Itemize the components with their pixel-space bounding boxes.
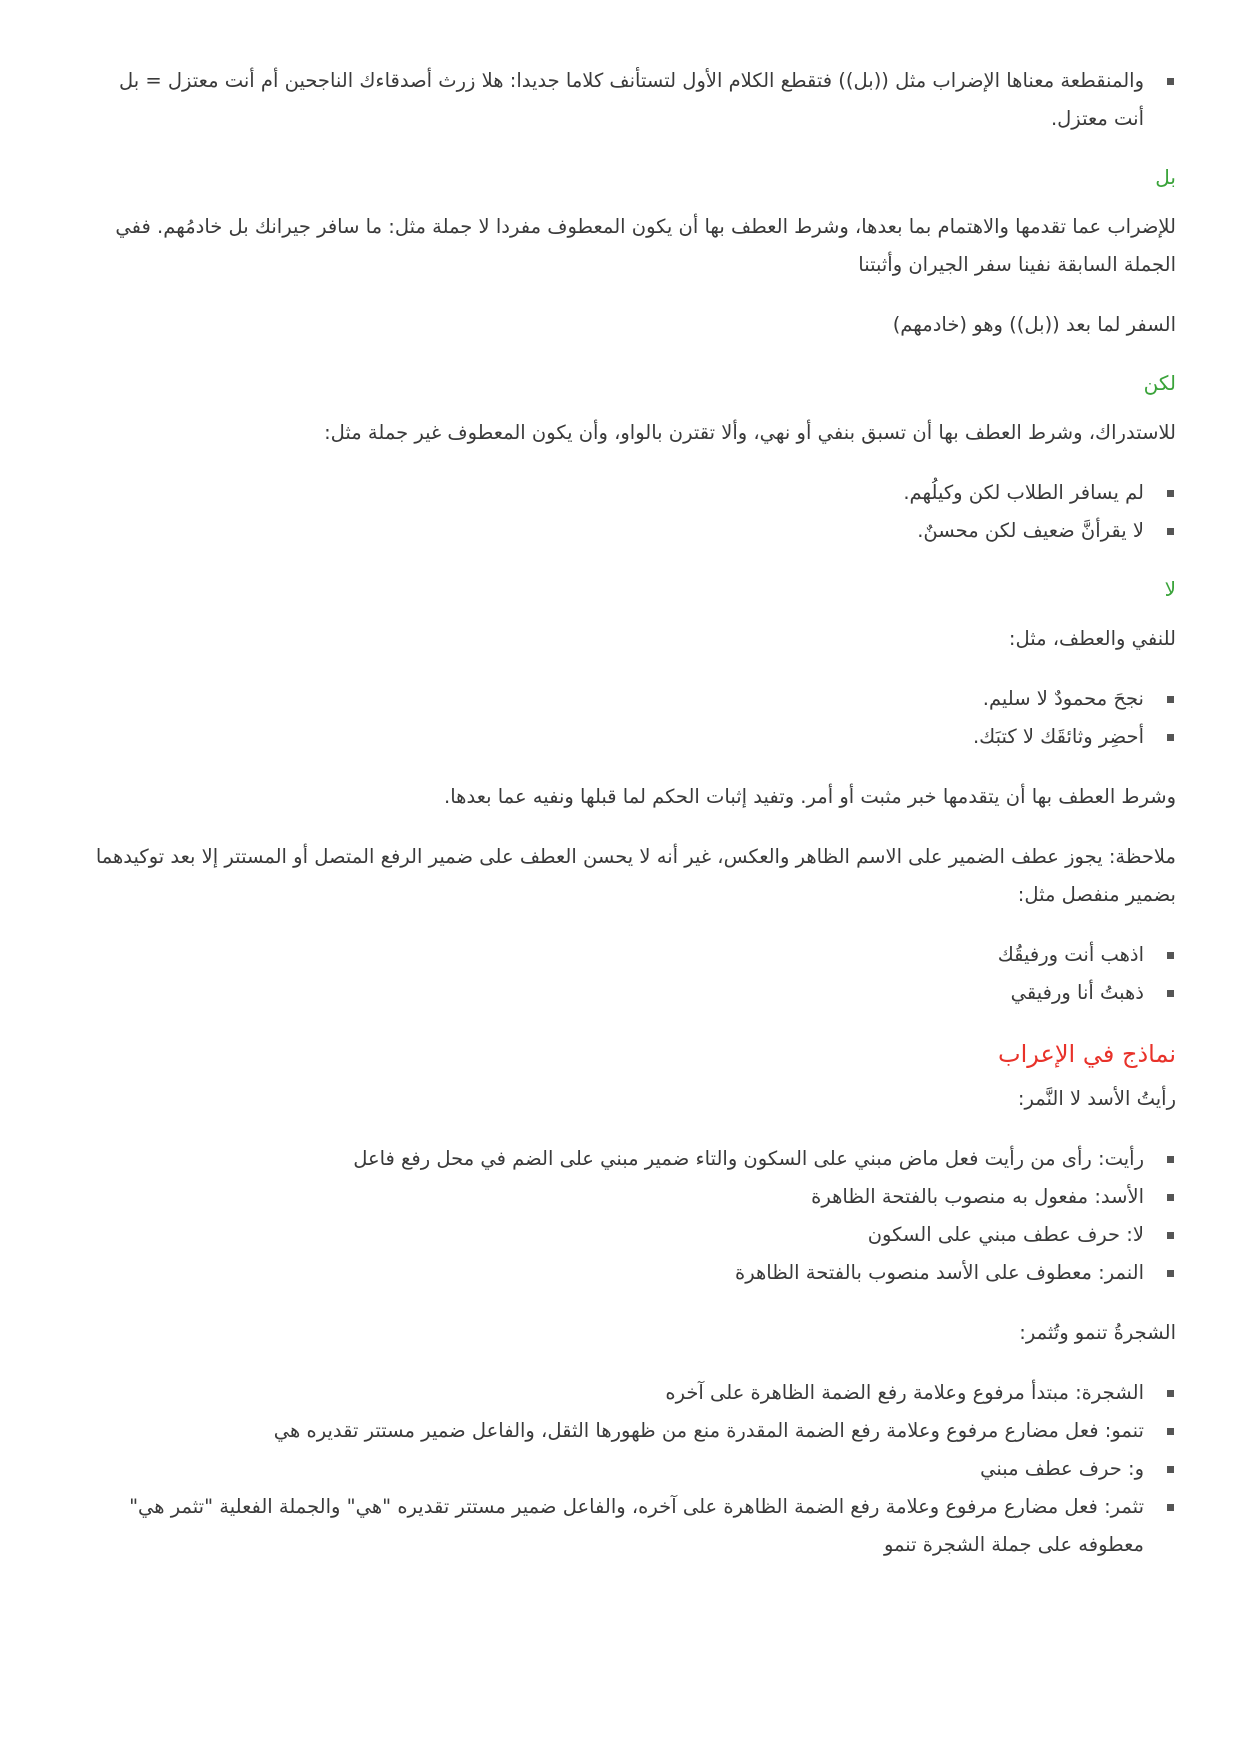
square-bullet-icon bbox=[1167, 1504, 1174, 1511]
list-item: تثمر: فعل مضارع مرفوع وعلامة رفع الضمة الظاهرة على آخره، والفاعل ضمير مستتر تقديره "هي" والجملة الفعلية "تثمر هي" معطوفه على جملة الشجرة تنمو bbox=[90, 1488, 1144, 1564]
square-bullet-icon bbox=[1167, 696, 1174, 703]
square-bullet-icon bbox=[1167, 78, 1174, 85]
square-bullet-icon bbox=[1167, 952, 1174, 959]
list-item: تنمو: فعل مضارع مرفوع وعلامة رفع الضمة المقدرة منع من ظهورها الثقل، والفاعل ضمير مستتر تقديره هي bbox=[90, 1412, 1144, 1450]
example-title: الشجرةُ تنمو وتُثمر: bbox=[1019, 1321, 1176, 1344]
list-item: أحضِر وثائقَك لا كتبَك. bbox=[90, 718, 1144, 756]
lakin-list bbox=[90, 474, 1176, 550]
paragraph: وشرط العطف بها أن يتقدمها خبر مثبت أو أمر. وتفيد إثبات الحكم لما قبلها ونفيه عما بعدها. bbox=[444, 785, 1176, 808]
example1-list bbox=[90, 1140, 1176, 1292]
square-bullet-icon bbox=[1167, 1194, 1174, 1201]
heading-lakin: لكن bbox=[1143, 371, 1176, 395]
square-bullet-icon bbox=[1167, 1270, 1174, 1277]
list-item: ذهبتُ أنا ورفيقي bbox=[90, 974, 1144, 1012]
square-bullet-icon bbox=[1167, 490, 1174, 497]
square-bullet-icon bbox=[1167, 1466, 1174, 1473]
list-item: الشجرة: مبتدأ مرفوع وعلامة رفع الضمة الظاهرة على آخره bbox=[90, 1374, 1144, 1412]
paragraph: للنفي والعطف، مثل: bbox=[1008, 627, 1176, 650]
list-item: والمنقطعة معناها الإضراب مثل ((بل)) فتقطع الكلام الأول لتستأنف كلاما جديدا: هلا زرث أصدقاءك الناجحين أم أنت معتزل = بل أنت معتزل. bbox=[90, 62, 1144, 138]
paragraph: السفر لما بعد ((بل)) وهو (خادمهم) bbox=[892, 313, 1176, 336]
note-list bbox=[90, 936, 1176, 1012]
list-item: نجحَ محمودٌ لا سليم. bbox=[90, 680, 1144, 718]
square-bullet-icon bbox=[1167, 990, 1174, 997]
list-item: الأسد: مفعول به منصوب بالفتحة الظاهرة bbox=[90, 1178, 1144, 1216]
square-bullet-icon bbox=[1167, 1232, 1174, 1239]
list-item: و: حرف عطف مبني bbox=[90, 1450, 1144, 1488]
la-list bbox=[90, 680, 1176, 756]
heading-examples: نماذج في الإعراب bbox=[998, 1040, 1176, 1068]
example-title: رأيتُ الأسد لا النَّمر: bbox=[1017, 1087, 1176, 1110]
list-item: لم يسافر الطلاب لكن وكيلُهم. bbox=[90, 474, 1144, 512]
square-bullet-icon bbox=[1167, 1156, 1174, 1163]
list-item: اذهب أنت ورفيقُك bbox=[90, 936, 1144, 974]
heading-la: لا bbox=[1164, 577, 1176, 601]
heading-bal: بل bbox=[1155, 165, 1176, 189]
paragraph: للاستدراك، وشرط العطف بها أن تسبق بنفي أو نهي، وألا تقترن بالواو، وأن يكون المعطوف غير جملة مثل: bbox=[324, 421, 1176, 444]
square-bullet-icon bbox=[1167, 528, 1174, 535]
list-item: لا: حرف عطف مبني على السكون bbox=[90, 1216, 1144, 1254]
list-item: لا يقرأنَّ ضعيف لكن محسنٌ. bbox=[90, 512, 1144, 550]
square-bullet-icon bbox=[1167, 734, 1174, 741]
example2-list bbox=[90, 1374, 1176, 1564]
list-item: النمر: معطوف على الأسد منصوب بالفتحة الظاهرة bbox=[90, 1254, 1144, 1292]
intro-list bbox=[90, 62, 1176, 138]
square-bullet-icon bbox=[1167, 1428, 1174, 1435]
square-bullet-icon bbox=[1167, 1390, 1174, 1397]
note-paragraph: ملاحظة: يجوز عطف الضمير على الاسم الظاهر والعكس، غير أنه لا يحسن العطف على ضمير الرفع المتصل أو المستتر إلا بعد توكيدهما بضمير منفصل مثل: bbox=[95, 845, 1176, 906]
paragraph: للإضراب عما تقدمها والاهتمام بما بعدها، وشرط العطف بها أن يكون المعطوف مفردا لا جملة مثل: ما سافر جيرانك بل خادمُهم. ففي الجملة السابقة نفينا سفر الجيران وأثبتنا bbox=[115, 215, 1176, 276]
list-item: رأيت: رأى من رأيت فعل ماض مبني على السكون والتاء ضمير مبني على الضم في محل رفع فاعل bbox=[90, 1140, 1144, 1178]
